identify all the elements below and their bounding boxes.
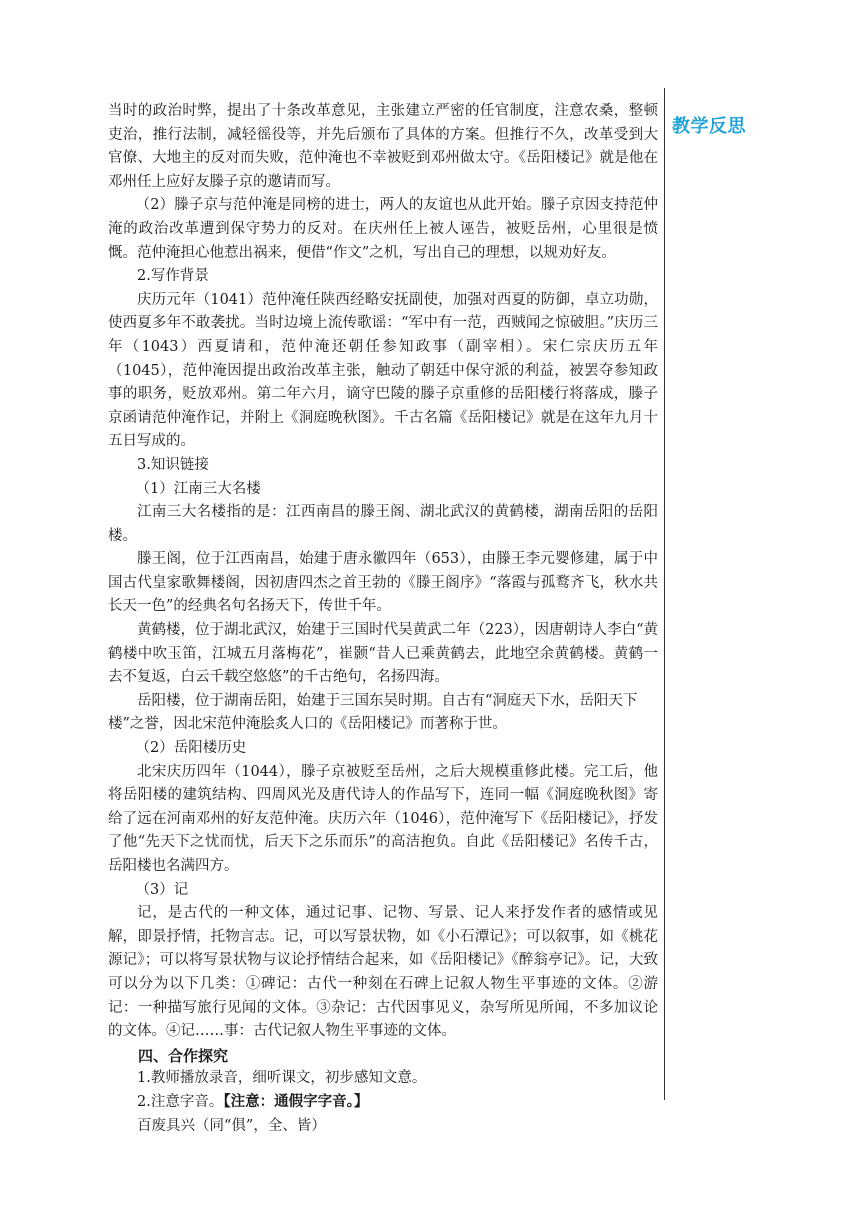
heading-three-towers: （1）江南三大名楼 — [135, 480, 261, 497]
paragraph-tower-history: 北宋庆历四年（1044），滕子京被贬至岳州，之后大规模重修此楼。完工后，他将岳阳楼的建筑结构、四周风光及唐代诗人的作品写下，连同一幅《洞庭晚秋图》寄给了远在河南邓州的好友范仲淹。庆历六年（1046），范仲淹写下《岳阳楼记》，抒发了他“先天下之忧而忧，后天下之乐而乐”的高洁抱负。自此《岳阳楼记》名传千古，岳阳楼也名满四方。 — [108, 763, 658, 874]
step-pronunciation-text: 2.注意字音。 — [137, 1094, 224, 1111]
section-heading-cooperation: 四、合作探究 — [138, 1046, 229, 1065]
lesson-content — [108, 100, 658, 1139]
paragraph-yueyang-line2: 楼”之誉，因北宋范仲淹脍炙人口的《岳阳楼记》而著称于世。 — [108, 716, 507, 733]
paragraph-huanghe: 黄鹤楼，位于湖北武汉，始建于三国时代吴黄武二年（223），因唐朝诗人李白“黄鹤楼中吹玉笛，江城五月落梅花”，崔颢“昔人已乘黄鹤去，此地空余黄鹤楼。黄鹤一去不复返，白云千载空悠悠”的千古绝句，名扬四海。 — [108, 622, 658, 686]
paragraph-reform: 当时的政治时弊，提出了十条改革意见，主张建立严密的任官制度，注意农桑，整顿吏治，推行法制，减轻徭役等，并先后颁布了具体的方案。但推行不久，改革受到大官僚、大地主的反对而失败，范仲淹也不幸被贬到邓州做太守。《岳阳楼记》就是他在邓州任上应好友滕子京的邀请而写。 — [108, 103, 658, 190]
heading-tower-history: （2）岳阳楼历史 — [135, 740, 247, 757]
heading-ji: （3）记 — [135, 881, 189, 898]
paragraph-friendship: （2）滕子京与范仲淹是同榜的进士，两人的友谊也从此开始。滕子京因支持范仲淹的政治改革遭到保守势力的反对。在庆州任上被人诬告，被贬岳州，心里很是愤慨。范仲淹担心他惹出祸来，便借“作文”之机，写出自己的理想，以规劝好友。 — [108, 197, 658, 261]
paragraph-yueyang-line1: 岳阳楼，位于湖南岳阳，始建于三国东吴时期。自古有“洞庭天下水，岳阳天下 — [137, 692, 638, 709]
paragraph-three-towers: 江南三大名楼指的是：江西南昌的滕王阁、湖北武汉的黄鹤楼，湖南岳阳的岳阳楼。 — [108, 504, 658, 544]
step-pronunciation — [108, 1090, 658, 1115]
teaching-reflection-title: 教学反思 — [672, 116, 746, 137]
step-pronunciation-note: 【注意：通假字字音。】 — [223, 1093, 369, 1111]
paragraph-ji: 记，是古代的一种文体，通过记事、记物、写景、记人来抒发作者的感情或见解，即景抒情，托物言志。记，可以写景状物，如《小石潭记》；可以叙事，如《桃花源记》；可以将写景状物与议论抒情结合起来，如《岳阳楼记》《醉翁亭记》。记，大致可以分为以下几类：①碑记：古代一种刻在石碑上记叙人物生平事迹的文体。②游记：一种描写旅行见闻的文体。③杂记：古代因事见义，杂写所见所闻，不多加议论的文体。④记……事：古代记叙人物生平事迹的文体。 — [108, 905, 658, 1040]
heading-knowledge-link: 3.知识链接 — [137, 456, 209, 473]
heading-writing-background: 2.写作背景 — [137, 268, 209, 285]
paragraph-background: 庆历元年（1041）范仲淹任陕西经略安抚副使，加强对西夏的防御，卓立功勋，使西夏多年不敢袭扰。当时边境上流传歌谣：“军中有一范，西贼闻之惊破胆。”庆历三年（1043）西夏请和，范仲淹还朝任参知政事（副宰相）。宋仁宗庆历五年（1045），范仲淹因提出政治改革主张，触动了朝廷中保守派的利益，被罢夺参知政事的职务，贬放邓州。第二年六月，谪守巴陵的滕子京重修的岳阳楼行将落成，滕子京函请范仲淹作记，并附上《洞庭晚秋图》。千古名篇《岳阳楼记》就是在这年九月十五日写成的。 — [108, 291, 658, 450]
paragraph-tengwang: 滕王阁，位于江西南昌，始建于唐永徽四年（653），由滕王李元婴修建，属于中国古代皇家歌舞楼阁，因初唐四杰之首王勃的《滕王阁序》“落霞与孤鹜齐飞，秋水共长天一色”的经典名句名扬天下，传世千年。 — [108, 551, 658, 615]
step-listen: 1.教师播放录音，细听课文，初步感知文意。 — [137, 1069, 427, 1086]
column-divider — [664, 88, 665, 1100]
example-tongjiazi: 百废具兴（同“俱”，全、皆） — [137, 1117, 326, 1134]
